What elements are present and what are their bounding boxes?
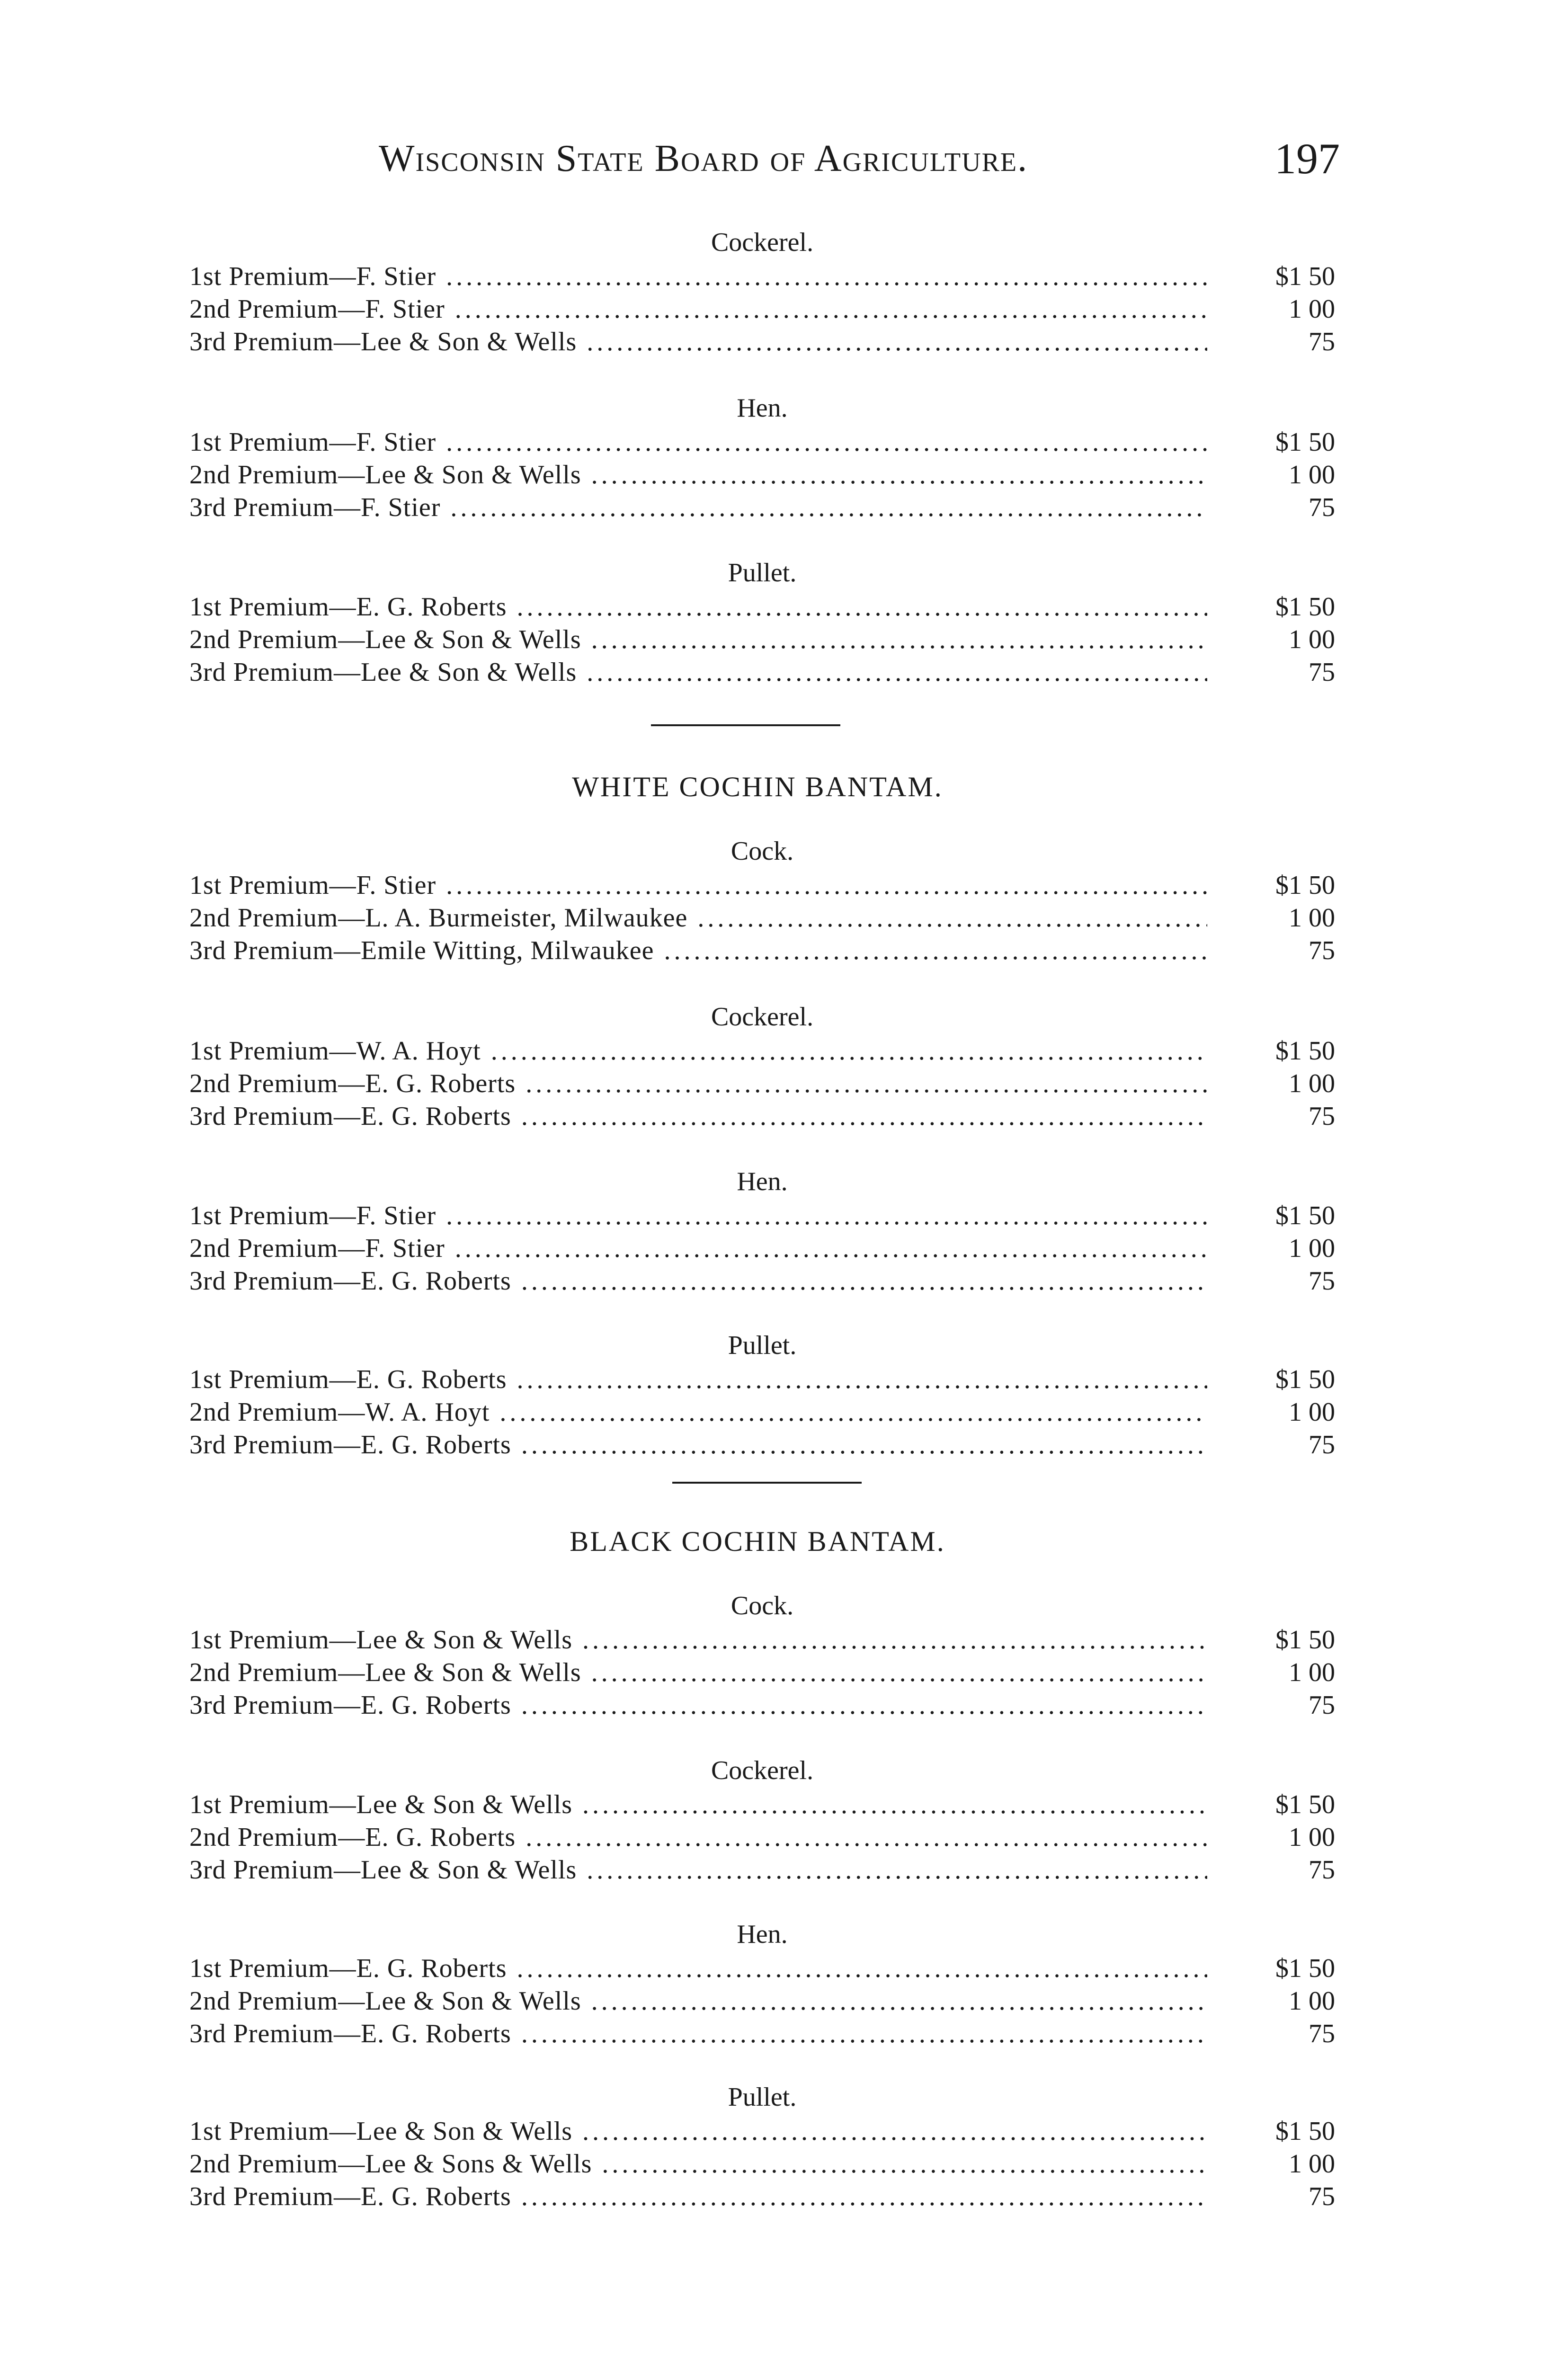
premium-label: 1st Premium—E. G. Roberts ..... bbox=[189, 1952, 1207, 1985]
premium-row bbox=[189, 591, 1335, 623]
section-title: BLACK COCHIN BANTAM. bbox=[570, 1526, 945, 1557]
premium-row bbox=[189, 1854, 1335, 1886]
premium-label: 3rd Premium—E. G. Roberts ..... bbox=[189, 2018, 1207, 2050]
premium-amount: $1 50 bbox=[1275, 1036, 1335, 1066]
premium-group bbox=[189, 394, 1335, 524]
premium-label: 2nd Premium—L. A. Burmeister, Milwaukee ..... bbox=[189, 902, 1207, 934]
premium-label: 1st Premium—Lee & Son & Wells ..... bbox=[189, 2115, 1207, 2148]
premium-amount: 75 bbox=[1309, 1691, 1335, 1720]
premium-label: 2nd Premium—Lee & Son & Wells ..... bbox=[189, 1656, 1207, 1689]
premium-label: 1st Premium—F. Stier ..... bbox=[189, 869, 1207, 902]
class-title: Cockerel. bbox=[711, 1756, 814, 1785]
premium-label: 3rd Premium—E. G. Roberts ..... bbox=[189, 1100, 1207, 1133]
premium-amount: 1 00 bbox=[1289, 1397, 1335, 1427]
premium-label: 2nd Premium—F. Stier ..... bbox=[189, 1232, 1207, 1265]
premium-amount: 1 00 bbox=[1289, 903, 1335, 933]
premium-row bbox=[189, 1100, 1335, 1133]
premium-amount: 1 00 bbox=[1289, 1069, 1335, 1098]
class-title: Cockerel. bbox=[711, 228, 814, 257]
premium-label: 3rd Premium—Emile Witting, Milwaukee ..... bbox=[189, 934, 1207, 967]
premium-row bbox=[189, 1952, 1335, 1985]
premium-label: 1st Premium—Lee & Son & Wells ..... bbox=[189, 1624, 1207, 1656]
premium-label: 2nd Premium—F. Stier ..... bbox=[189, 293, 1207, 326]
premium-row bbox=[189, 1068, 1335, 1100]
premium-label: 1st Premium—F. Stier ..... bbox=[189, 426, 1207, 459]
premium-row bbox=[189, 656, 1335, 689]
premium-row bbox=[189, 1035, 1335, 1068]
premium-row bbox=[189, 1624, 1335, 1656]
running-title: Wisconsin State Board of Agriculture. bbox=[379, 138, 1028, 179]
premium-row bbox=[189, 869, 1335, 902]
premium-amount: 75 bbox=[1309, 2019, 1335, 2048]
premium-label: 3rd Premium—Lee & Son & Wells ..... bbox=[189, 326, 1207, 358]
premium-group bbox=[189, 2083, 1335, 2213]
premium-row bbox=[189, 2180, 1335, 2213]
premium-row bbox=[189, 1821, 1335, 1854]
premium-label: 3rd Premium—E. G. Roberts ..... bbox=[189, 1265, 1207, 1298]
class-title: Hen. bbox=[737, 1167, 788, 1196]
class-title: Cockerel. bbox=[711, 1002, 814, 1032]
class-title: Hen. bbox=[737, 393, 788, 423]
premium-amount: 1 00 bbox=[1289, 625, 1335, 654]
premium-amount: 1 00 bbox=[1289, 460, 1335, 489]
premium-label: 2nd Premium—Lee & Son & Wells ..... bbox=[189, 1985, 1207, 2018]
premium-amount: 1 00 bbox=[1289, 2149, 1335, 2179]
premium-amount: 75 bbox=[1309, 327, 1335, 356]
premium-label: 1st Premium—F. Stier ..... bbox=[189, 1200, 1207, 1232]
premium-row bbox=[189, 902, 1335, 934]
premium-label: 3rd Premium—F. Stier ..... bbox=[189, 491, 1207, 524]
premium-group bbox=[189, 559, 1335, 689]
class-title: Pullet. bbox=[728, 558, 797, 587]
premium-amount: 75 bbox=[1309, 1266, 1335, 1296]
premium-label: 2nd Premium—E. G. Roberts ..... bbox=[189, 1068, 1207, 1100]
premium-label: 2nd Premium—Lee & Son & Wells ..... bbox=[189, 459, 1207, 491]
premium-amount: 1 00 bbox=[1289, 1658, 1335, 1687]
page-number: 197 bbox=[1274, 134, 1340, 183]
premium-row bbox=[189, 2018, 1335, 2050]
premium-amount: $1 50 bbox=[1275, 871, 1335, 900]
premium-amount: $1 50 bbox=[1275, 2117, 1335, 2146]
premium-group bbox=[189, 228, 1335, 358]
class-title: Pullet. bbox=[728, 2082, 797, 2112]
premium-amount: $1 50 bbox=[1275, 1625, 1335, 1655]
premium-row bbox=[189, 1656, 1335, 1689]
section-divider bbox=[672, 1482, 862, 1484]
class-title: Hen. bbox=[737, 1920, 788, 1949]
premium-row bbox=[189, 326, 1335, 358]
premium-amount: 75 bbox=[1309, 1430, 1335, 1459]
premium-row bbox=[189, 1396, 1335, 1429]
premium-amount: $1 50 bbox=[1275, 1954, 1335, 1983]
section-divider bbox=[651, 724, 840, 726]
premium-label: 3rd Premium—E. G. Roberts ..... bbox=[189, 1429, 1207, 1461]
premium-group bbox=[189, 1920, 1335, 2050]
premium-row bbox=[189, 1429, 1335, 1461]
premium-row bbox=[189, 1689, 1335, 1722]
premium-amount: 1 00 bbox=[1289, 1823, 1335, 1852]
premium-group bbox=[189, 1331, 1335, 1461]
premium-amount: 75 bbox=[1309, 1855, 1335, 1885]
premium-label: 2nd Premium—Lee & Sons & Wells ..... bbox=[189, 2148, 1207, 2180]
running-header bbox=[369, 134, 1340, 189]
premium-label: 1st Premium—F. Stier ..... bbox=[189, 260, 1207, 293]
premium-amount: 75 bbox=[1309, 2182, 1335, 2211]
premium-group bbox=[189, 1003, 1335, 1133]
premium-amount: 75 bbox=[1309, 936, 1335, 965]
premium-group bbox=[189, 837, 1335, 967]
premium-amount: 75 bbox=[1309, 493, 1335, 522]
premium-group bbox=[189, 1756, 1335, 1886]
class-title: Pullet. bbox=[728, 1331, 797, 1360]
premium-amount: $1 50 bbox=[1275, 262, 1335, 291]
premium-row bbox=[189, 1789, 1335, 1821]
premium-row bbox=[189, 491, 1335, 524]
premium-amount: $1 50 bbox=[1275, 1790, 1335, 1819]
class-title: Cock. bbox=[731, 836, 794, 866]
premium-label: 3rd Premium—Lee & Son & Wells ..... bbox=[189, 1854, 1207, 1886]
premium-group bbox=[189, 1167, 1335, 1298]
premium-amount: 1 00 bbox=[1289, 1986, 1335, 2016]
premium-label: 3rd Premium—E. G. Roberts ..... bbox=[189, 2180, 1207, 2213]
premium-row bbox=[189, 1232, 1335, 1265]
premium-row bbox=[189, 623, 1335, 656]
section-title: WHITE COCHIN BANTAM. bbox=[572, 771, 943, 802]
premium-row bbox=[189, 1200, 1335, 1232]
premium-label: 2nd Premium—W. A. Hoyt ..... bbox=[189, 1396, 1207, 1429]
premium-amount: 1 00 bbox=[1289, 294, 1335, 324]
class-title: Cock. bbox=[731, 1591, 794, 1620]
premium-row bbox=[189, 1985, 1335, 2018]
premium-amount: $1 50 bbox=[1275, 592, 1335, 622]
premium-row bbox=[189, 1265, 1335, 1298]
premium-row bbox=[189, 260, 1335, 293]
premium-row bbox=[189, 2115, 1335, 2148]
premium-amount: $1 50 bbox=[1275, 1365, 1335, 1394]
premium-label: 3rd Premium—E. G. Roberts ..... bbox=[189, 1689, 1207, 1722]
premium-amount: $1 50 bbox=[1275, 1201, 1335, 1230]
premium-row bbox=[189, 459, 1335, 491]
premium-row bbox=[189, 426, 1335, 459]
premium-label: 1st Premium—W. A. Hoyt ..... bbox=[189, 1035, 1207, 1068]
premium-row bbox=[189, 934, 1335, 967]
premium-amount: 1 00 bbox=[1289, 1234, 1335, 1263]
premium-row bbox=[189, 2148, 1335, 2180]
premium-amount: 75 bbox=[1309, 658, 1335, 687]
premium-amount: $1 50 bbox=[1275, 427, 1335, 457]
premium-label: 1st Premium—Lee & Son & Wells ..... bbox=[189, 1789, 1207, 1821]
premium-row bbox=[189, 293, 1335, 326]
premium-label: 1st Premium—E. G. Roberts ..... bbox=[189, 1363, 1207, 1396]
premium-group bbox=[189, 1592, 1335, 1722]
premium-label: 2nd Premium—Lee & Son & Wells ..... bbox=[189, 623, 1207, 656]
premium-row bbox=[189, 1363, 1335, 1396]
premium-label: 2nd Premium—E. G. Roberts ..... bbox=[189, 1821, 1207, 1854]
premium-label: 1st Premium—E. G. Roberts ..... bbox=[189, 591, 1207, 623]
premium-amount: 75 bbox=[1309, 1102, 1335, 1131]
premium-label: 3rd Premium—Lee & Son & Wells ..... bbox=[189, 656, 1207, 689]
